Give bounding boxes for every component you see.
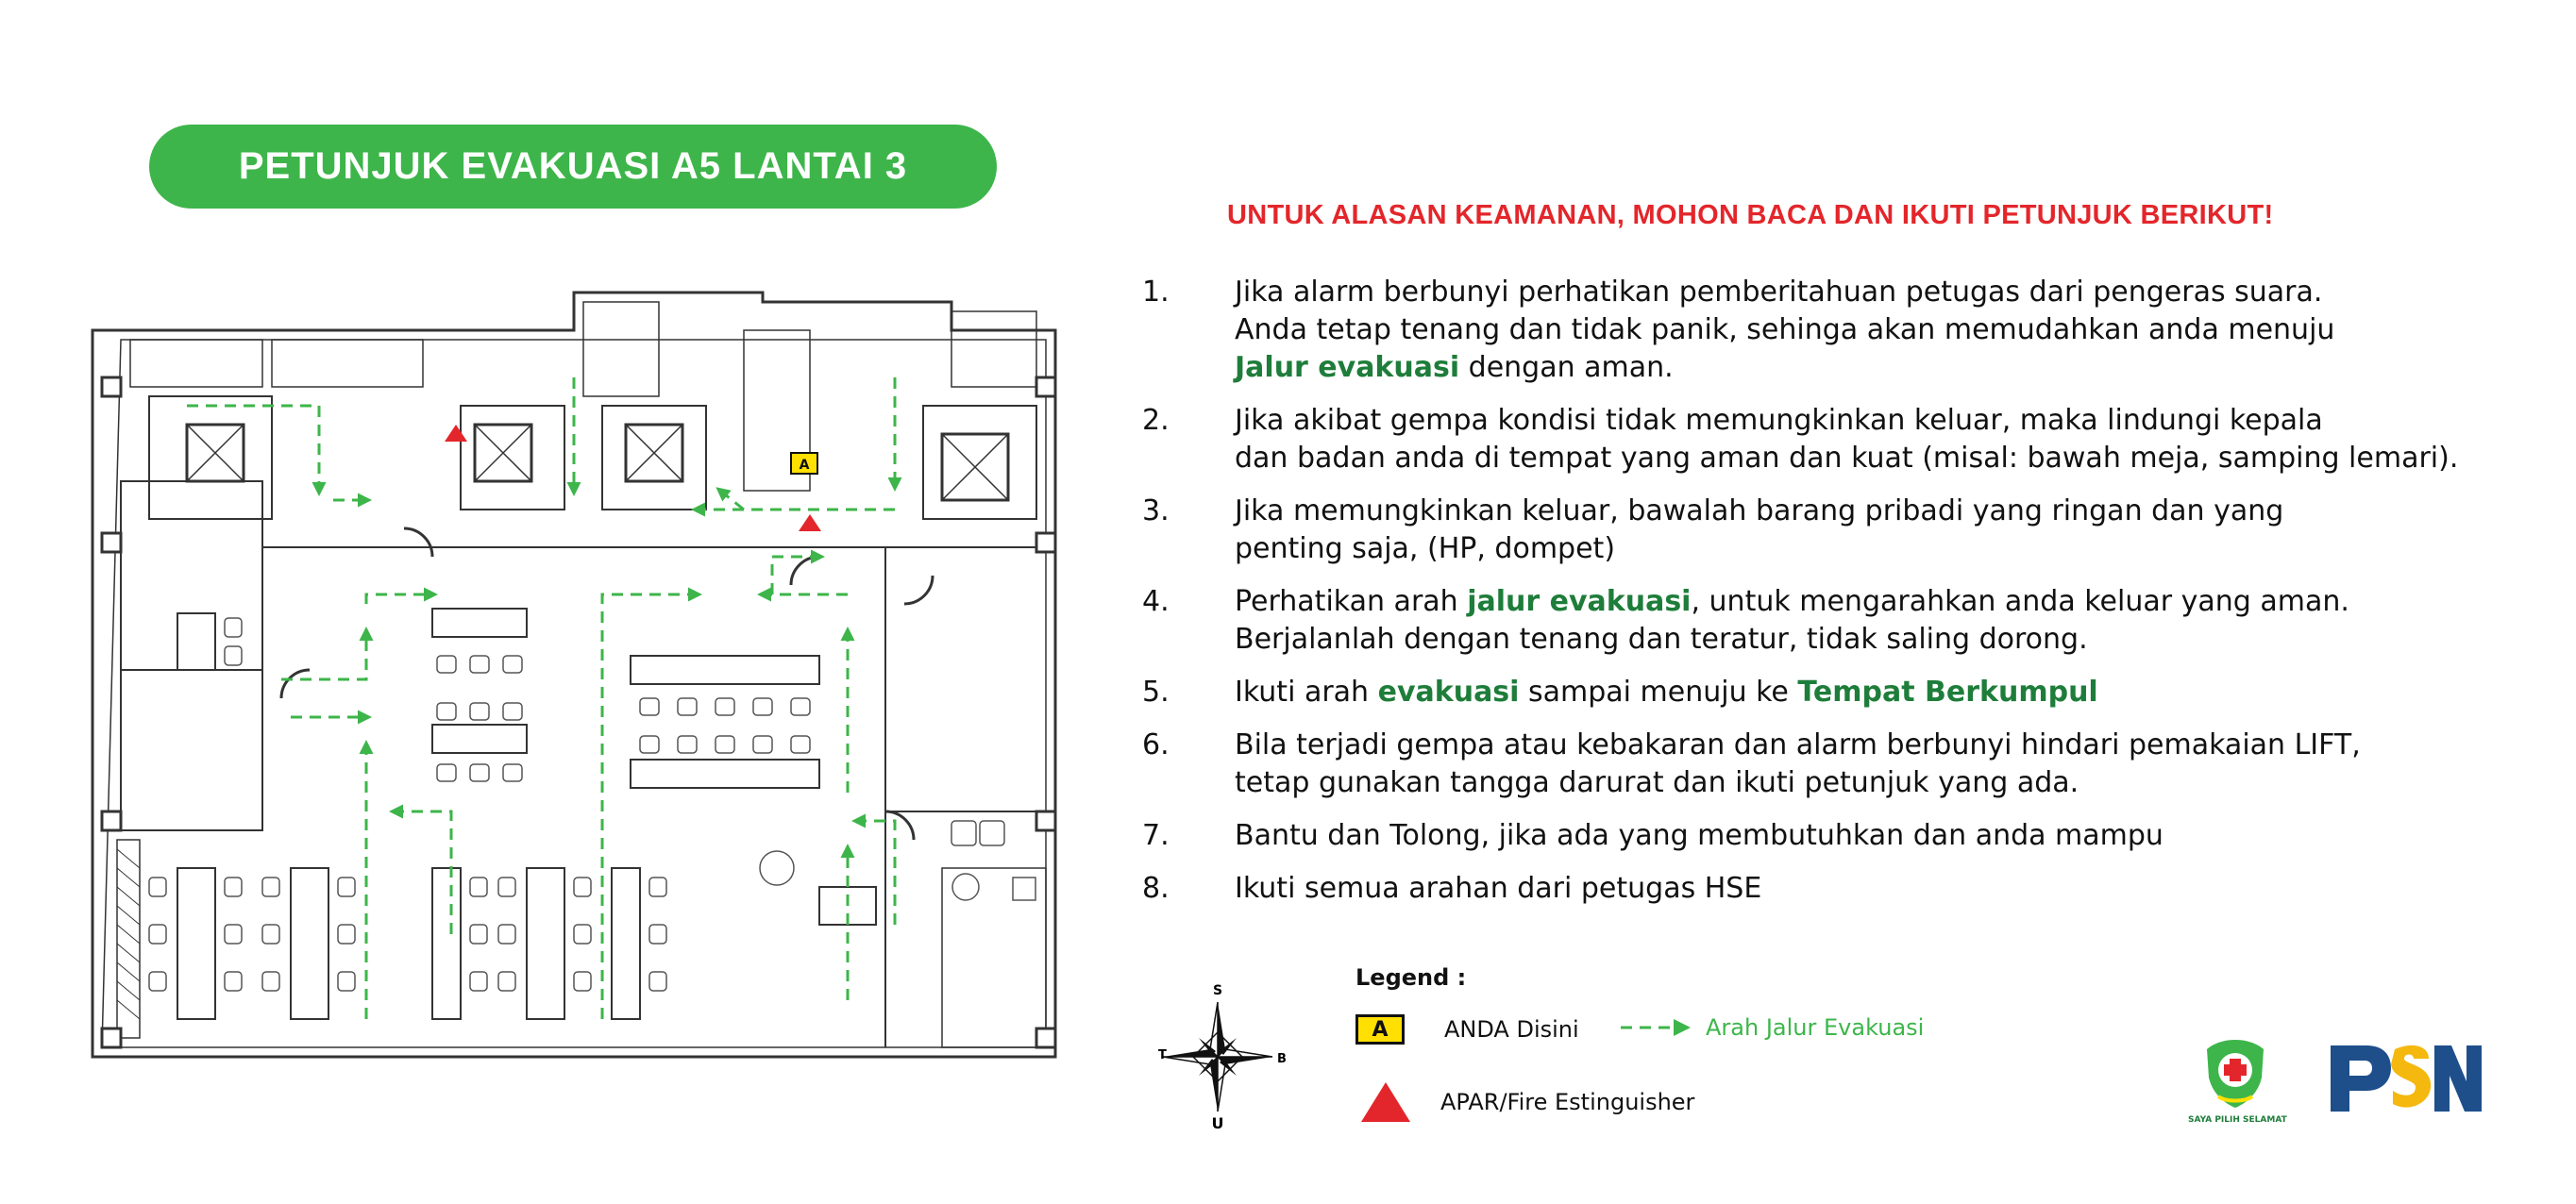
step-item: [1142, 870, 2539, 908]
step-text: [1235, 402, 2458, 477]
legend-anda-disini-label: ANDA Disini: [1444, 1016, 1579, 1043]
apar-marker: [445, 425, 467, 442]
floor-plan: [83, 283, 1093, 1095]
step-line: [1235, 621, 2349, 659]
step-text-part: Anda tetap tenang dan tidak panik, sehinga akan memudahkan anda menuju: [1235, 313, 2335, 346]
step-line: [1235, 311, 2334, 349]
legend-apar: [1359, 1080, 1694, 1124]
step-text-part: Ikuti arah: [1235, 676, 1378, 709]
step-number: 3.: [1142, 494, 1170, 527]
step-text: [1235, 274, 2334, 387]
compass-bottom: U: [1211, 1114, 1224, 1132]
legend-apar-label: APAR/Fire Estinguisher: [1440, 1089, 1695, 1115]
dashed-arrow-icon: [1619, 1016, 1694, 1039]
route-segment: [281, 632, 366, 679]
step-text-part: dengan aman.: [1459, 351, 1674, 384]
compass-right: B: [1277, 1052, 1287, 1066]
step-line: [1235, 674, 2098, 711]
highlight-text: Tempat Berkumpul: [1797, 676, 2098, 709]
step-line: [1235, 530, 2283, 568]
step-text-part: , untuk mengarahkan anda keluar yang aman.: [1691, 585, 2349, 618]
step-line: [1235, 727, 2361, 764]
psn-logo: [2325, 1036, 2485, 1121]
step-text-part: Bila terjadi gempa atau kebakaran dan alarm berbunyi hindari pemakaian LIFT,: [1235, 728, 2361, 761]
step-item: [1142, 274, 2539, 387]
step-number: 2.: [1142, 404, 1170, 437]
anda-disini-letter: A: [799, 458, 810, 473]
highlight-text: Jalur evakuasi: [1235, 351, 1460, 384]
step-text: [1235, 583, 2349, 659]
page-title: PETUNJUK EVAKUASI A5 LANTAI 3: [149, 125, 997, 209]
step-number: 7.: [1142, 819, 1170, 852]
legend-arah-jalur-label: Arah Jalur Evakuasi: [1706, 1014, 1925, 1041]
route-segment: [366, 594, 432, 604]
step-text-part: sampai menuju ke: [1519, 676, 1798, 709]
step-text-part: Berjalanlah dengan tenang dan teratur, tidak saling dorong.: [1235, 623, 2088, 656]
step-line: [1235, 440, 2458, 477]
step-text: [1235, 870, 1761, 908]
step-number: 6.: [1142, 728, 1170, 761]
step-number: 8.: [1142, 872, 1170, 905]
compass-top: S: [1212, 983, 1223, 998]
psn-logo-mark: [2325, 1036, 2485, 1121]
route-segment: [772, 557, 819, 594]
step-line: [1235, 493, 2283, 530]
compass-left: T: [1158, 1048, 1167, 1062]
step-number: 1.: [1142, 276, 1170, 309]
step-text-part: dan badan anda di tempat yang aman dan kuat (misal: bawah meja, samping lemari).: [1235, 442, 2459, 475]
step-line: [1235, 583, 2349, 621]
shield-logo-icon: [2188, 1036, 2282, 1112]
step-text-part: Jika memungkinkan keluar, bawalah barang pribadi yang ringan dan yang: [1235, 494, 2284, 527]
step-line: [1235, 870, 1761, 908]
highlight-text: jalur evakuasi: [1467, 585, 1692, 618]
step-line: [1235, 764, 2361, 802]
step-text: [1235, 727, 2361, 802]
step-text-part: penting saja, (HP, dompet): [1235, 532, 1616, 565]
route-segment: [187, 406, 319, 491]
step-line: [1235, 402, 2458, 440]
step-item: [1142, 402, 2539, 477]
step-text-part: Bantu dan Tolong, jika ada yang membutuhkan dan anda mampu: [1235, 819, 2164, 852]
legend-arah-jalur: [1619, 1014, 1924, 1041]
step-item: [1142, 493, 2539, 568]
saya-pilih-selamat-text: SAYA PILIH SELAMAT: [2188, 1115, 2287, 1125]
step-text-part: Perhatikan arah: [1235, 585, 1468, 618]
step-text: [1235, 674, 2098, 711]
apar-marker: [799, 514, 821, 531]
evacuation-steps: [1142, 274, 2539, 923]
apar-triangle-icon: [1359, 1080, 1412, 1124]
highlight-text: evakuasi: [1377, 676, 1520, 709]
step-item: [1142, 817, 2539, 855]
step-text: [1235, 493, 2283, 568]
step-number: 5.: [1142, 676, 1170, 709]
route-segment: [720, 491, 895, 510]
saya-pilih-selamat-logo: [2188, 1036, 2287, 1130]
step-item: [1142, 674, 2539, 711]
step-item: [1142, 727, 2539, 802]
step-text-part: Jika akibat gempa kondisi tidak memungkinkan keluar, maka lindungi kepala: [1235, 404, 2323, 437]
safety-subtitle: UNTUK ALASAN KEAMANAN, MOHON BACA DAN IKUTI PETUNJUK BERIKUT!: [1227, 200, 2274, 230]
step-line: [1235, 274, 2334, 311]
anda-disini-icon: A: [1355, 1014, 1405, 1045]
step-text-part: tetap gunakan tangga darurat dan ikuti petunjuk yang ada.: [1235, 766, 2079, 799]
step-text-part: Jika alarm berbunyi perhatikan pemberitahuan petugas dari pengeras suara.: [1235, 276, 2323, 309]
step-item: [1142, 583, 2539, 659]
step-line: [1235, 349, 2334, 387]
compass-icon: [1156, 981, 1288, 1132]
step-line: [1235, 817, 2164, 855]
legend-anda-disini: [1355, 1014, 1579, 1045]
step-text: [1235, 817, 2164, 855]
step-number: 4.: [1142, 585, 1170, 618]
legend-title: Legend :: [1355, 964, 1467, 991]
step-text-part: Ikuti semua arahan dari petugas HSE: [1235, 872, 1762, 905]
